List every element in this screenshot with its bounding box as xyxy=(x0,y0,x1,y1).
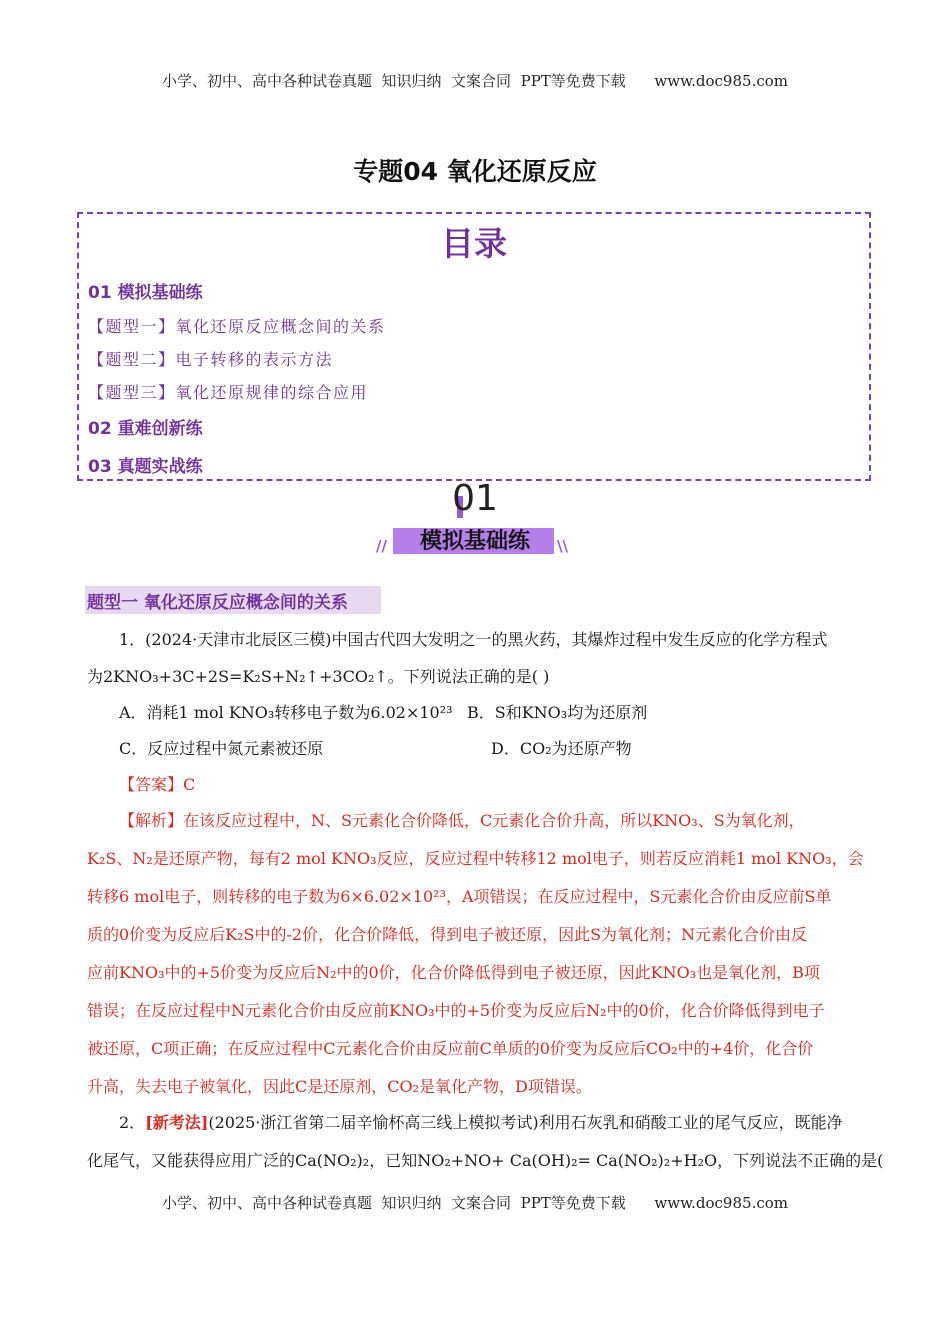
toc-section-3[interactable]: 03 真题实战练 xyxy=(88,457,203,477)
banner-slash-right: \\ xyxy=(557,537,568,555)
toc-item-3[interactable]: 【题型三】氧化还原规律的综合应用 xyxy=(88,383,369,402)
section-heading-text: 题型一 氧化还原反应概念间的关系 xyxy=(87,593,348,613)
page-footer: 小学、初中、高中各种试卷真题 知识归纳 文案合同 PPT等免费下载 www.doc985.com xyxy=(161,1194,788,1212)
toc-title: 目录 xyxy=(441,224,507,263)
q1-explain-line: 被还原，C项正确；在反应过程中C元素化合价由反应前C单质的0价变为反应后CO₂中的+4价，化合价 xyxy=(87,1039,814,1058)
q1-option-a: A．消耗1 mol KNO₃转移电子数为6.02×10²³ xyxy=(119,703,453,722)
banner-label: 模拟基础练 xyxy=(419,529,530,554)
q1-explain-line: 升高，失去电子被氧化，因此C是还原剂，CO₂是氧化产物，D项错误。 xyxy=(87,1077,592,1096)
q1-explain-line: 转移6 mol电子，则转移的电子数为6×6.02×10²³，A项错误；在反应过程中，S元素化合价由反应前S单 xyxy=(87,887,832,906)
table-of-contents xyxy=(77,212,871,481)
q1-option-c: C．反应过程中氮元素被还原 xyxy=(119,739,324,758)
q1-stem-line2: 为2KNO₃+3C+2S=K₂S+N₂↑+3CO₂↑。下列说法正确的是( ) xyxy=(87,667,550,686)
q1-explain-line: 【解析】在该反应过程中，N、S元素化合价降低，C元素化合价升高，所以KNO₃、S为氧化剂， xyxy=(119,811,805,830)
q1-stem-line1: 1．(2024·天津市北辰区三模)中国古代四大发明之一的黑火药，其爆炸过程中发生反应的化学方程式 xyxy=(119,630,828,649)
q2-number: 2． xyxy=(119,1113,146,1132)
toc-section-2[interactable]: 02 重难创新练 xyxy=(88,419,203,439)
page-header: 小学、初中、高中各种试卷真题 知识归纳 文案合同 PPT等免费下载 www.doc985.com xyxy=(161,72,788,90)
q2-stem-line2: 化尾气，又能获得应用广泛的Ca(NO₂)₂，已知NO₂+NO+ Ca(OH)₂= Ca(NO₂)₂+H₂O，下列说法不正确的是( xyxy=(87,1151,884,1170)
q2-stem-text: (2025·浙江省第二届辛愉杯高三线上模拟考试)利用石灰乳和硝酸工业的尾气反应，既能净 xyxy=(208,1113,843,1132)
toc-item-1[interactable]: 【题型一】氧化还原反应概念间的关系 xyxy=(88,317,386,336)
q1-answer: 【答案】C xyxy=(119,775,196,794)
q1-explain-line: 错误；在反应过程中N元素化合价由反应前KNO₃中的+5价变为反应后N₂中的0价，化合价降低得到电子 xyxy=(87,1001,825,1020)
q1-explain-line: 应前KNO₃中的+5价变为反应后N₂中的0价，化合价降低得到电子被还原，因此KNO₃也是氧化剂，B项 xyxy=(87,963,820,982)
toc-item-2[interactable]: 【题型二】电子转移的表示方法 xyxy=(88,350,334,369)
q1-option-b: B．S和KNO₃均为还原剂 xyxy=(467,703,648,722)
q2-new-method-tag: [新考法] xyxy=(145,1113,209,1132)
q1-explain-line: K₂S、N₂是还原产物，每有2 mol KNO₃反应，反应过程中转移12 mol电子，则若反应消耗1 mol KNO₃，会 xyxy=(87,849,864,868)
q2-stem-line1 xyxy=(119,1110,843,1133)
q1-option-d: D．CO₂为还原产物 xyxy=(491,739,632,758)
section-heading xyxy=(85,586,381,614)
toc-section-1[interactable]: 01 模拟基础练 xyxy=(88,283,203,303)
banner-number: 01 xyxy=(452,478,498,519)
banner-slash-left: // xyxy=(376,537,387,555)
document-title: 专题04 氧化还原反应 xyxy=(353,157,597,186)
q1-explain-line: 质的0价变为反应后K₂S中的-2价，化合价降低，得到电子被还原，因此S为氧化剂；N元素化合价由反 xyxy=(87,925,808,944)
